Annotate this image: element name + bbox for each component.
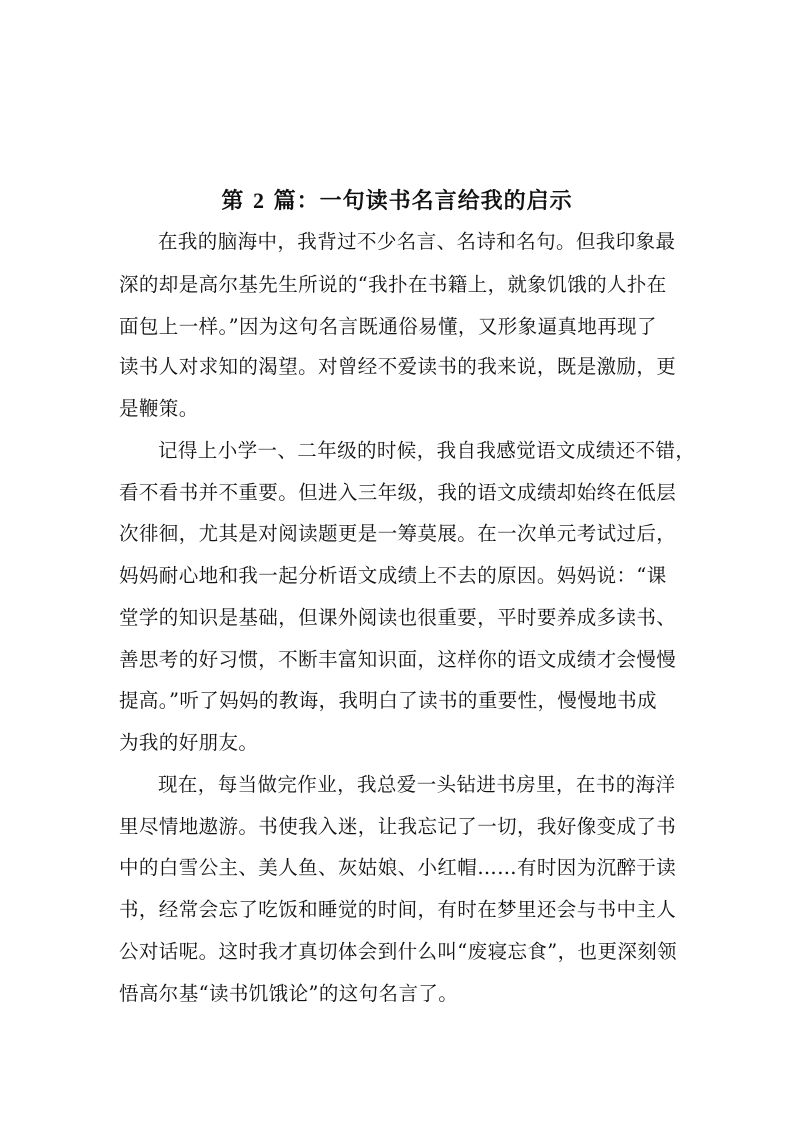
title-prefix: 第: [221, 188, 245, 214]
paragraph-line: 在我的脑海中，我背过不少名言、名诗和名句。但我印象最: [158, 230, 676, 253]
paragraph-line: 现在，每当做完作业，我总爱一头钻进书房里，在书的海洋: [158, 773, 676, 796]
paragraph-line: 悟高尔基“读书饥饿论”的这句名言了。: [119, 982, 459, 1005]
paragraph-line: 提高。”听了妈妈的教诲，我明白了读书的重要性，慢慢地书成: [119, 689, 657, 712]
paragraph-line: 记得上小学一、二年级的时候，我自我感觉语文成绩还不错，: [158, 439, 696, 462]
paragraph-line: 书，经常会忘了吃饭和睡觉的时间，有时在梦里还会与书中主人: [119, 898, 677, 921]
paragraph-line: 堂学的知识是基础，但课外阅读也很重要，平时要养成多读书、: [119, 606, 677, 629]
page-title: [0, 184, 794, 218]
paragraph-line: 妈妈耐心地和我一起分析语文成绩上不去的原因。妈妈说：“课: [119, 564, 667, 587]
paragraph-line: 看不看书并不重要。但进入三年级，我的语文成绩却始终在低层: [119, 481, 677, 504]
paragraph-line: 面包上一样。”因为这句名言既通俗易懂，又形象逼真地再现了: [119, 315, 657, 338]
paragraph-line: 公对话呢。这时我才真切体会到什么叫“废寝忘食”，也更深刻领: [119, 940, 678, 963]
paragraph-line: 善思考的好习惯，不断丰富知识面，这样你的语文成绩才会慢慢: [119, 648, 677, 671]
paragraph-line: 次徘徊，尤其是对阅读题更是一筹莫展。在一次单元考试过后，: [119, 522, 677, 545]
paragraph-line: 是鞭策。: [119, 397, 199, 420]
title-suffix: 篇：一句读书名言给我的启示: [273, 188, 573, 214]
paragraph-line: 深的却是高尔基先生所说的“我扑在书籍上，就象饥饿的人扑在: [119, 273, 667, 296]
paragraph-line: 里尽情地遨游。书使我入迷，让我忘记了一切，我好像变成了书: [119, 815, 677, 838]
paragraph-line: 中的白雪公主、美人鱼、灰姑娘、小红帽……有时因为沉醉于读: [119, 856, 677, 879]
paragraph-line: 读书人对求知的渴望。对曾经不爱读书的我来说，既是激励，更: [119, 355, 677, 378]
paragraph-line: 为我的好朋友。: [119, 731, 259, 754]
title-number: 2: [253, 188, 265, 213]
